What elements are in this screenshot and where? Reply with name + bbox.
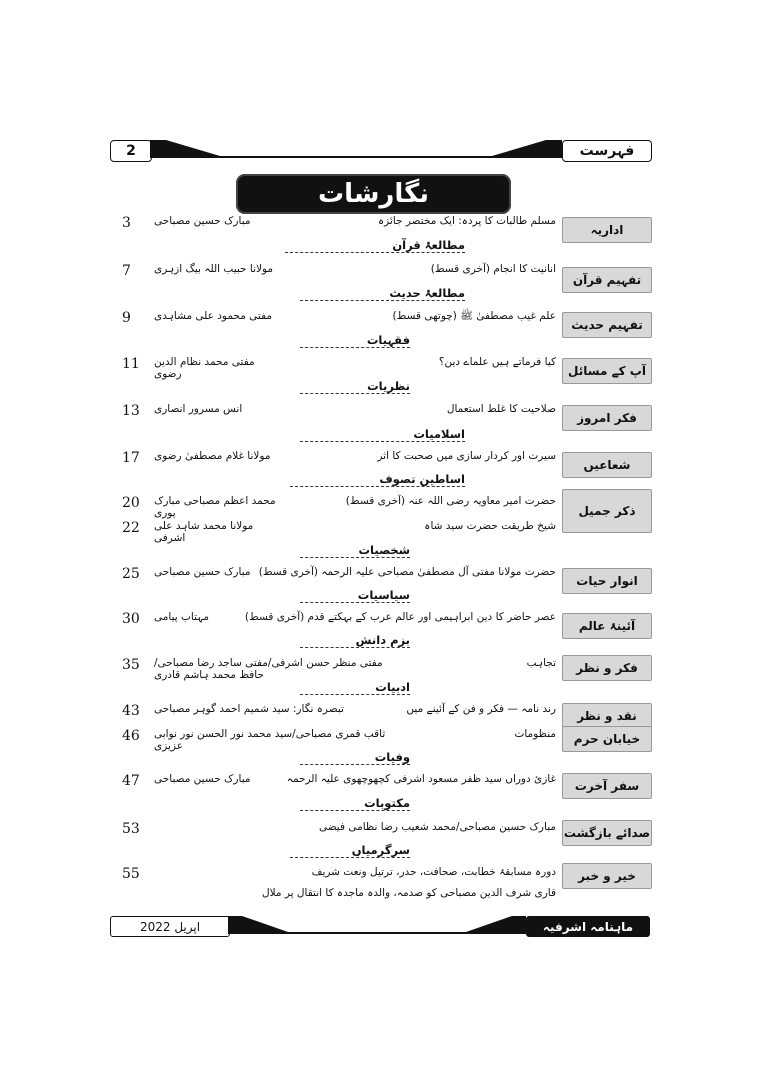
category-label-text: سفر آخرت bbox=[574, 779, 640, 793]
header-triangle-left bbox=[150, 140, 220, 158]
page-ref: 9 bbox=[122, 310, 131, 326]
page-ref: 53 bbox=[122, 821, 140, 837]
author: مفتی محمد نظام الدین رضوی bbox=[154, 356, 255, 380]
category-label bbox=[562, 267, 652, 293]
author: مبارک حسین مصباحی bbox=[154, 566, 251, 578]
section-heading: اسلامیات bbox=[300, 427, 465, 442]
entry-title: حضرت امیر معاویہ رضی اللہ عنہ (آخری قسط) bbox=[345, 495, 556, 507]
category-label bbox=[562, 312, 652, 338]
section-heading: ادبیات bbox=[300, 680, 410, 695]
category-label-text: شعاعیں bbox=[583, 458, 631, 472]
footer-triangle-left bbox=[228, 916, 288, 934]
page-number: 2 bbox=[126, 143, 136, 159]
section-heading: مطالعۂ حدیث bbox=[300, 286, 465, 301]
section-heading: اساطین تصوف bbox=[290, 472, 465, 487]
category-label bbox=[562, 613, 652, 639]
author: مولانا غلام مصطفیٰ رضوی bbox=[154, 450, 271, 462]
author: مبارک حسین مصباحی bbox=[154, 215, 251, 227]
page-ref: 20 bbox=[122, 495, 140, 511]
author: مفتی محمود علی مشاہدی bbox=[154, 310, 273, 322]
author: انس مسرور انصاری bbox=[154, 403, 243, 415]
category-label-text: صدائے بازگشت bbox=[563, 826, 651, 840]
entry-title: دورہ مسابقۂ خطابت، صحافت، حدر، ترتیل ونعت شریف bbox=[311, 866, 556, 878]
section-heading: فقہیات bbox=[300, 333, 410, 348]
category-label-text: فکر و نظر bbox=[576, 661, 638, 675]
entry-title: کیا فرماتے ہیں علماے دین؟ bbox=[438, 356, 556, 368]
entry-title: صلاحیت کا غلط استعمال bbox=[446, 403, 556, 415]
page-ref: 11 bbox=[122, 356, 140, 372]
entry-title: مبارک حسین مصباحی/محمد شعیب رضا نظامی فیضی bbox=[318, 821, 556, 833]
magazine-name: ماہنامہ اشرفیہ bbox=[542, 919, 634, 934]
page-ref: 25 bbox=[122, 566, 140, 582]
category-label bbox=[562, 405, 652, 431]
page-title-text: نگارشات bbox=[317, 179, 430, 209]
category-label-text: تفہیم حدیث bbox=[571, 318, 643, 332]
category-label-text: ذکر جمیل bbox=[578, 504, 636, 518]
author: مولانا محمد شاہد علی اشرفی bbox=[154, 520, 254, 544]
author: مفتی منظر حسن اشرفی/مفتی ساجد رضا مصباحی/حافظ محمد ہاشم قادری bbox=[154, 657, 383, 681]
category-label-text: انوار حیات bbox=[576, 574, 638, 588]
author: محمد اعظم مصباحی مبارک پوری bbox=[154, 495, 276, 519]
section-heading: مکتوبات bbox=[300, 796, 410, 811]
entry-title: رند نامہ — فکر و فن کے آئینے میں bbox=[406, 703, 556, 715]
category-label bbox=[562, 655, 652, 681]
contents-label-box bbox=[562, 140, 652, 162]
author: تبصرہ نگار: سید شمیم احمد گوہر مصباحی bbox=[154, 703, 344, 715]
section-heading: نظریات bbox=[300, 379, 410, 394]
category-label bbox=[562, 217, 652, 243]
entry-title: غازیٔ دوراں سید ظفر مسعود اشرفی کچھوچھوی علیہ الرحمہ bbox=[286, 773, 556, 785]
section-heading: بزم دانش bbox=[300, 633, 410, 648]
category-label bbox=[562, 863, 652, 889]
page-number-box bbox=[110, 140, 152, 162]
page-ref: 13 bbox=[122, 403, 140, 419]
section-heading: وفیات bbox=[300, 750, 410, 765]
entry-title: شیخ طریقت حضرت سید شاہ bbox=[424, 520, 556, 532]
section-heading: سرگرمیاں bbox=[290, 843, 410, 858]
author: مبارک حسین مصباحی bbox=[154, 773, 251, 785]
category-label bbox=[562, 773, 652, 799]
contents-label: فہرست bbox=[579, 143, 635, 159]
section-heading: سیاسیات bbox=[300, 588, 410, 603]
category-label-text: خیر و خبر bbox=[578, 869, 636, 883]
page-ref: 22 bbox=[122, 520, 140, 536]
category-label bbox=[562, 820, 652, 846]
category-label-text: اداریہ bbox=[590, 223, 624, 237]
entry-title: انانیت کا انجام (آخری قسط) bbox=[430, 263, 556, 275]
author: مہتاب پیامی bbox=[154, 611, 210, 623]
entry-title: منظومات bbox=[514, 728, 556, 740]
section-heading: مطالعۂ قرآن bbox=[285, 238, 465, 253]
page-ref: 7 bbox=[122, 263, 131, 279]
section-heading: شخصیات bbox=[300, 543, 410, 558]
page-ref: 3 bbox=[122, 215, 131, 231]
category-label-text: فکر امروز bbox=[577, 411, 637, 425]
entry-title: حضرت مولانا مفتی آل مصطفیٰ مصباحی علیہ الرحمہ (آخری قسط) bbox=[258, 566, 556, 578]
category-label bbox=[562, 726, 652, 752]
issue-date-box bbox=[110, 916, 230, 937]
category-label bbox=[562, 452, 652, 478]
category-label-text: نقد و نظر bbox=[577, 709, 637, 723]
entry-title: عصر حاضر کا دین ابراہیمی اور عالم عرب کے بہکتے قدم (آخری قسط) bbox=[244, 611, 556, 623]
entry-title: تجاہب bbox=[526, 657, 556, 669]
entry-title: علم غیب مصطفیٰ ﷺ (چوتھی قسط) bbox=[392, 310, 556, 322]
category-label-text: آپ کے مسائل bbox=[568, 364, 646, 378]
page-title bbox=[236, 174, 511, 214]
category-label-text: آئینۂ عالم bbox=[578, 619, 636, 633]
entry-title: سیرت اور کردار سازی میں صحبت کا اثر bbox=[377, 450, 556, 462]
page-ref: 17 bbox=[122, 450, 140, 466]
footer-triangle-right bbox=[466, 916, 526, 934]
page-ref: 55 bbox=[122, 866, 140, 882]
page-ref: 30 bbox=[122, 611, 140, 627]
page-ref: 43 bbox=[122, 703, 140, 719]
category-label bbox=[562, 568, 652, 594]
page-ref: 46 bbox=[122, 728, 140, 744]
entry-title: قاری شرف الدین مصباحی کو صدمہ، والدہ ماجدہ کا انتقال پر ملال bbox=[261, 887, 556, 899]
entry-title: مسلم طالبات کا پردہ: ایک مختصر جائزہ bbox=[377, 215, 556, 227]
author: ثاقب قمری مصباحی/سید محمد نور الحسن نور نوابی عزیزی bbox=[154, 728, 386, 752]
issue-date: اپریل 2022 bbox=[139, 919, 201, 934]
page-ref: 35 bbox=[122, 657, 140, 673]
header-triangle-right bbox=[492, 140, 562, 158]
category-label-text: تفہیم قرآن bbox=[572, 273, 642, 287]
author: مولانا حبیب اللہ بیگ ازہری bbox=[154, 263, 274, 275]
magazine-name-box bbox=[526, 916, 650, 937]
category-label bbox=[562, 358, 652, 384]
category-label-text: خیابان حرم bbox=[573, 732, 641, 746]
page-ref: 47 bbox=[122, 773, 140, 789]
category-label bbox=[562, 489, 652, 533]
